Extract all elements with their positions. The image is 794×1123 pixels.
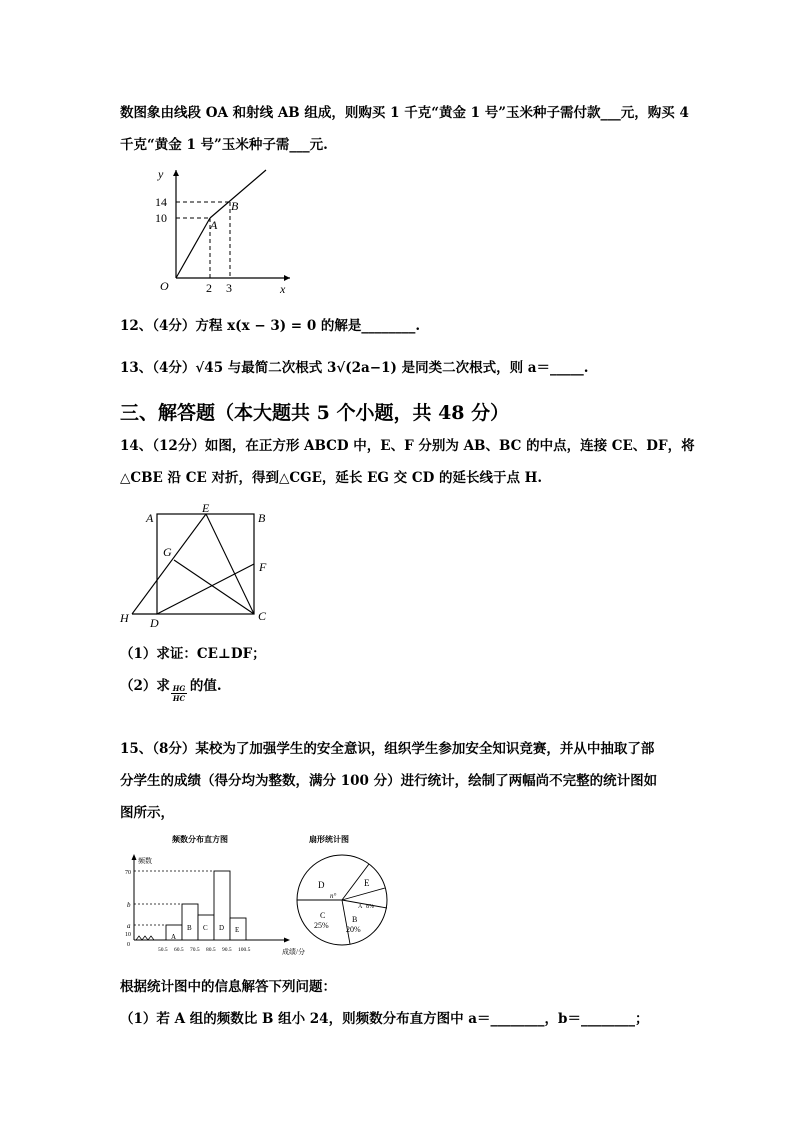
label-B: B	[258, 511, 266, 525]
histogram-xtick: 100.5	[238, 947, 251, 953]
x-tick-3: 3	[226, 281, 232, 295]
line-GC	[174, 560, 254, 614]
x-axis-label: x	[280, 282, 286, 296]
square-geometry-figure	[112, 500, 287, 630]
sub1-text: （1）若 A 组的频数比 B 组小 24，则频数分布直方图中 a＝________，b＝________；	[120, 1011, 649, 1027]
answer-intro: 根据统计图中的信息解答下列问题：	[120, 979, 336, 995]
label-D: D	[150, 616, 159, 630]
histogram-xtick: 90.5	[222, 947, 232, 953]
y-axis-label: y	[158, 167, 164, 181]
label-A: A	[146, 511, 154, 525]
label-G: G	[163, 545, 172, 559]
histogram-title: 频数分布直方图	[172, 835, 228, 844]
pie-E-label: E	[364, 878, 370, 888]
origin-label: O	[160, 279, 169, 293]
point-B-label: B	[231, 199, 239, 213]
histogram-bar-label-E: E	[235, 926, 240, 934]
pie-A-label: A	[358, 904, 363, 910]
q14-part1: （1）求证：CE⊥DF；	[120, 646, 266, 662]
ytick-70: 70	[125, 870, 131, 876]
line-HE	[132, 514, 206, 614]
q12-text: 12、（4分）方程 x(x − 3) = 0 的解是________.	[120, 318, 421, 334]
label-H: H	[120, 611, 129, 625]
q14-part2: （2）求 的值.	[120, 678, 222, 694]
point-A-label: A	[210, 218, 218, 232]
label-F: F	[259, 560, 267, 574]
section-title: 三、解答题（本大题共 5 个小题，共 48 分）	[120, 402, 510, 424]
histogram-bar-label-A: A	[171, 933, 177, 941]
histogram-xtick: 80.5	[206, 947, 216, 953]
pie-B-label: B	[352, 915, 358, 924]
pie-chart	[290, 830, 400, 950]
histogram-bar-label-C: C	[203, 924, 208, 932]
q11-line2: 千克“黄金 1 号”玉米种子需___元.	[120, 137, 328, 153]
q15-line2: 分学生的成绩（得分均为整数，满分 100 分）进行统计，绘制了两幅尚不完整的统计图如	[120, 773, 658, 789]
histogram-bar-label-B: B	[187, 924, 192, 932]
ytick-10: 10	[125, 932, 131, 938]
label-C: C	[258, 609, 267, 623]
q11-line1: 数图象由线段 OA 和射线 AB 组成，则购买 1 千克“黄金 1 号”玉米种子需付款___元，购买 4	[120, 105, 689, 121]
pie-C-label: C	[320, 911, 326, 920]
q15-line3: 图所示，	[120, 805, 174, 821]
y-tick-10: 10	[155, 211, 167, 225]
origin-0: 0	[127, 942, 130, 948]
square-ABCD	[157, 514, 254, 614]
label-E: E	[202, 501, 210, 515]
axis-break	[136, 936, 154, 940]
pie-n-label: n°	[330, 892, 337, 900]
histogram-xlabel: 成绩/分	[282, 948, 305, 956]
histogram-bar-label-D: D	[219, 924, 225, 932]
histogram-xtick: 60.5	[174, 947, 184, 953]
histogram-chart	[120, 830, 310, 960]
y-tick-14: 14	[155, 195, 167, 209]
q13-text: 13、（4分）√45 与最简二次根式 3√(2a−1) 是同类二次根式，则 a＝_____.	[120, 360, 589, 376]
pie-A-percent: 8%	[366, 904, 374, 910]
line-graph-figure	[140, 160, 310, 300]
q15-line1: 15、（8分）某校为了加强学生的安全意识，组织学生参加安全知识竞赛，并从中抽取了部	[120, 741, 655, 757]
histogram-xtick: 50.5	[158, 947, 168, 953]
segment-OA	[176, 218, 210, 278]
q14-line1: 14、（12分）如图，在正方形 ABCD 中，E、F 分别为 AB、BC 的中点，连接 CE、DF，将	[120, 438, 695, 454]
pie-C-percent: 25%	[314, 921, 329, 930]
fraction-HG-HC: $\frac{HG}{HC}$	[172, 684, 186, 703]
pie-D-label: D	[318, 880, 325, 890]
histogram-xtick: 70.5	[190, 947, 200, 953]
x-tick-2: 2	[206, 281, 212, 295]
q14-line2: △CBE 沿 CE 对折，得到△CGE，延长 EG 交 CD 的延长线于点 H.	[120, 470, 543, 486]
ytick-a: a	[127, 922, 131, 930]
line-EC	[206, 514, 254, 614]
histogram-ylabel: 频数	[138, 857, 152, 865]
pie-B-percent: 20%	[346, 925, 361, 934]
histogram-bar-B	[182, 904, 198, 940]
line-DF	[157, 564, 254, 614]
pie-title: 扇形统计图	[309, 835, 349, 844]
ytick-b: b	[127, 901, 131, 909]
